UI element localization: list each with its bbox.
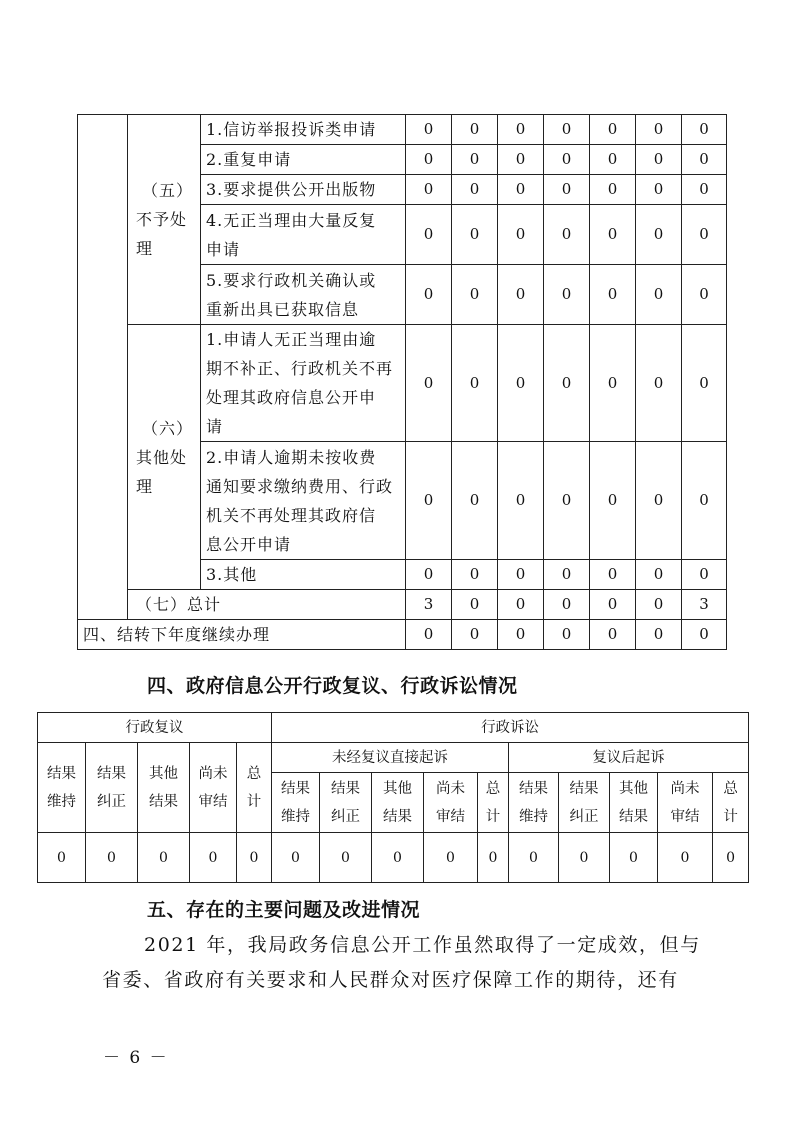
value-cell: 0 [406, 620, 452, 650]
value-cell: 0 [682, 205, 727, 265]
column-header-line: 结果 [569, 780, 599, 797]
value-cell: 0 [590, 175, 636, 205]
value-cell: 0 [138, 833, 190, 883]
value-cell: 0 [590, 620, 636, 650]
column-header-line: 结果 [519, 780, 549, 797]
value-cell: 0 [590, 205, 636, 265]
column-header [320, 773, 372, 833]
value-cell: 0 [372, 833, 424, 883]
column-header-line: 总 [485, 780, 501, 797]
column-header-line: 计 [246, 793, 262, 810]
carry-over-row [78, 620, 727, 650]
value-cell: 0 [498, 265, 544, 325]
column-header-line: 其他 [383, 780, 413, 797]
item-label-line: 5.要求行政机关确认或 [206, 270, 377, 290]
column-header-line: 审结 [436, 808, 466, 825]
value-cell: 0 [237, 833, 272, 883]
column-header-line: 结果 [281, 780, 311, 797]
value-cell: 0 [498, 620, 544, 650]
column-header [190, 743, 237, 833]
column-header-line: 总 [246, 765, 262, 782]
item-label-line: 3.要求提供公开出版物 [206, 180, 377, 199]
value-cell: 0 [452, 175, 498, 205]
value-cell: 0 [498, 442, 544, 560]
column-header-line: 计 [485, 808, 501, 825]
column-header-line: 总 [723, 780, 738, 797]
admin-review-header: 行政复议 [38, 713, 272, 743]
item-label [201, 175, 406, 205]
value-cell: 0 [544, 325, 590, 442]
group5-label [128, 115, 201, 325]
value-cell: 0 [452, 115, 498, 145]
value-cell: 0 [498, 205, 544, 265]
value-cell: 0 [610, 833, 658, 883]
value-cell: 0 [478, 833, 509, 883]
value-cell: 0 [320, 833, 372, 883]
value-cell: 0 [424, 833, 478, 883]
column-header-line: 维持 [47, 793, 76, 810]
column-header-line: 结果 [97, 765, 126, 782]
value-cell: 0 [682, 175, 727, 205]
value-cell: 0 [544, 175, 590, 205]
value-cell: 0 [452, 325, 498, 442]
application-processing-table [77, 114, 727, 650]
value-cell: 0 [590, 145, 636, 175]
column-header-line: 维持 [519, 808, 549, 825]
item-label-line: 通知要求缴纳费用、行政 [206, 476, 394, 496]
value-cell: 0 [590, 590, 636, 620]
column-header-line: 尚未 [436, 780, 466, 797]
value-cell: 0 [590, 265, 636, 325]
column-header [86, 743, 138, 833]
column-header [372, 773, 424, 833]
value-cell: 0 [452, 265, 498, 325]
value-cell: 0 [190, 833, 237, 883]
column-header [713, 773, 749, 833]
column-header-line: 纠正 [331, 808, 361, 825]
item-label-line: 重新出具已获取信息 [206, 299, 360, 319]
value-cell: 0 [636, 620, 682, 650]
section-3-blank-cell [78, 115, 128, 620]
value-cell: 0 [636, 325, 682, 442]
column-header-line: 结果 [149, 793, 178, 810]
column-header-line: 尚未 [198, 765, 228, 782]
column-header [610, 773, 658, 833]
value-cell: 0 [498, 145, 544, 175]
value-cell: 0 [636, 115, 682, 145]
paragraph-line-2: 省委、省政府有关要求和人民群众对医疗保障工作的期待，还有 [102, 969, 679, 991]
group5-label-line: 理 [136, 239, 154, 258]
column-header-line: 纠正 [97, 793, 126, 810]
value-cell: 0 [86, 833, 138, 883]
after-review-litigation-header: 复议后起诉 [509, 743, 749, 773]
value-cell: 0 [406, 325, 452, 442]
item-label-line: 1.申请人无正当理由逾 [206, 330, 377, 349]
group6-label-line: （六） [142, 418, 194, 438]
value-cell: 0 [544, 620, 590, 650]
value-cell: 0 [498, 590, 544, 620]
value-cell: 0 [544, 265, 590, 325]
value-cell: 0 [544, 590, 590, 620]
item-label-line: 息公开申请 [206, 534, 292, 554]
value-cell: 0 [544, 560, 590, 590]
column-header-line: 审结 [198, 793, 228, 810]
column-header [658, 773, 713, 833]
value-cell: 0 [544, 205, 590, 265]
column-header-line: 审结 [670, 808, 700, 825]
item-label-line: 期不补正、行政机关不再 [206, 359, 394, 378]
value-cell: 0 [452, 590, 498, 620]
total-row [78, 590, 727, 620]
column-header-line: 其他 [619, 780, 649, 797]
value-cell: 0 [636, 145, 682, 175]
item-label-line: 4.无正当理由大量反复 [206, 210, 377, 230]
column-header-line: 尚未 [670, 780, 700, 797]
section-4-title: 四、政府信息公开行政复议、行政诉讼情况 [147, 675, 518, 697]
value-cell: 0 [406, 560, 452, 590]
value-cell: 0 [452, 145, 498, 175]
page-number: － 6 － [103, 1048, 169, 1068]
value-cell: 0 [590, 325, 636, 442]
direct-litigation-header: 未经复议直接起诉 [272, 743, 509, 773]
value-cell: 0 [498, 560, 544, 590]
value-cell: 0 [636, 590, 682, 620]
column-header-line: 计 [723, 808, 738, 825]
value-cell: 0 [636, 265, 682, 325]
value-cell: 0 [682, 115, 727, 145]
total-label: （七）总计 [128, 590, 406, 620]
item-label-line: 申请 [206, 239, 241, 259]
column-header [424, 773, 478, 833]
value-cell: 0 [658, 833, 713, 883]
item-label-line: 2.申请人逾期未按收费 [206, 447, 377, 467]
value-cell: 0 [452, 442, 498, 560]
value-cell: 0 [682, 325, 727, 442]
column-header [478, 773, 509, 833]
column-header-line: 结果 [47, 765, 76, 782]
value-cell: 0 [590, 560, 636, 590]
paragraph-line-1: 2021 年，我局政务信息公开工作虽然取得了一定成效，但与 [144, 934, 701, 956]
value-cell: 0 [544, 145, 590, 175]
value-cell: 0 [498, 175, 544, 205]
item-label [201, 205, 406, 265]
value-cell: 0 [406, 115, 452, 145]
admin-litigation-header: 行政诉讼 [272, 713, 749, 743]
review-litigation-table [37, 712, 749, 883]
value-cell: 0 [509, 833, 559, 883]
column-header-line: 结果 [331, 780, 361, 797]
item-label-line: 3.其他 [206, 565, 258, 584]
group5-label-line: （五） [142, 181, 194, 200]
value-cell: 0 [272, 833, 320, 883]
item-label-line: 请 [206, 417, 224, 436]
value-cell: 0 [636, 175, 682, 205]
item-label [201, 265, 406, 325]
value-cell: 0 [636, 442, 682, 560]
item-label-line: 机关不再处理其政府信 [206, 505, 377, 525]
column-header [559, 773, 610, 833]
item-label-line: 1.信访举报投诉类申请 [206, 120, 377, 139]
value-cell: 0 [636, 205, 682, 265]
value-cell: 0 [682, 265, 727, 325]
group6-label-line: 其他处 [136, 447, 188, 467]
table-row [78, 115, 727, 145]
item-label [201, 145, 406, 175]
column-header [237, 743, 272, 833]
group5-label-line: 不予处 [136, 210, 188, 229]
column-header-line: 维持 [281, 808, 311, 825]
column-header-line: 结果 [619, 808, 649, 825]
column-header [138, 743, 190, 833]
value-cell: 0 [452, 620, 498, 650]
column-header-line: 其他 [149, 765, 178, 782]
value-cell: 3 [406, 590, 452, 620]
group6-label [128, 325, 201, 590]
value-cell: 0 [498, 325, 544, 442]
value-cell: 0 [452, 560, 498, 590]
value-cell: 0 [452, 205, 498, 265]
value-cell: 0 [544, 442, 590, 560]
column-header [38, 743, 86, 833]
value-cell: 0 [682, 560, 727, 590]
value-cell: 0 [406, 175, 452, 205]
value-cell: 0 [406, 265, 452, 325]
section-5-title: 五、存在的主要问题及改进情况 [147, 899, 421, 921]
value-cell: 0 [406, 205, 452, 265]
value-cell: 0 [682, 145, 727, 175]
value-cell: 0 [713, 833, 749, 883]
value-cell: 0 [590, 115, 636, 145]
value-cell: 3 [682, 590, 727, 620]
item-label [201, 115, 406, 145]
value-cell: 0 [544, 115, 590, 145]
item-label-line: 2.重复申请 [206, 150, 292, 169]
carry-over-label: 四、结转下年度继续办理 [78, 620, 406, 650]
value-cell: 0 [406, 145, 452, 175]
value-cell: 0 [559, 833, 610, 883]
item-label [201, 442, 406, 560]
column-header [509, 773, 559, 833]
value-cell: 0 [682, 620, 727, 650]
column-header-line: 结果 [383, 808, 413, 825]
value-cell: 0 [38, 833, 86, 883]
table-row [78, 325, 727, 442]
value-cell: 0 [406, 442, 452, 560]
value-cell: 0 [636, 560, 682, 590]
column-header-line: 纠正 [569, 808, 599, 825]
value-cell: 0 [498, 115, 544, 145]
column-header [272, 773, 320, 833]
value-cell: 0 [682, 442, 727, 560]
item-label [201, 560, 406, 590]
value-cell: 0 [590, 442, 636, 560]
item-label-line: 处理其政府信息公开申 [206, 388, 377, 407]
group6-label-line: 理 [136, 476, 154, 496]
item-label [201, 325, 406, 442]
